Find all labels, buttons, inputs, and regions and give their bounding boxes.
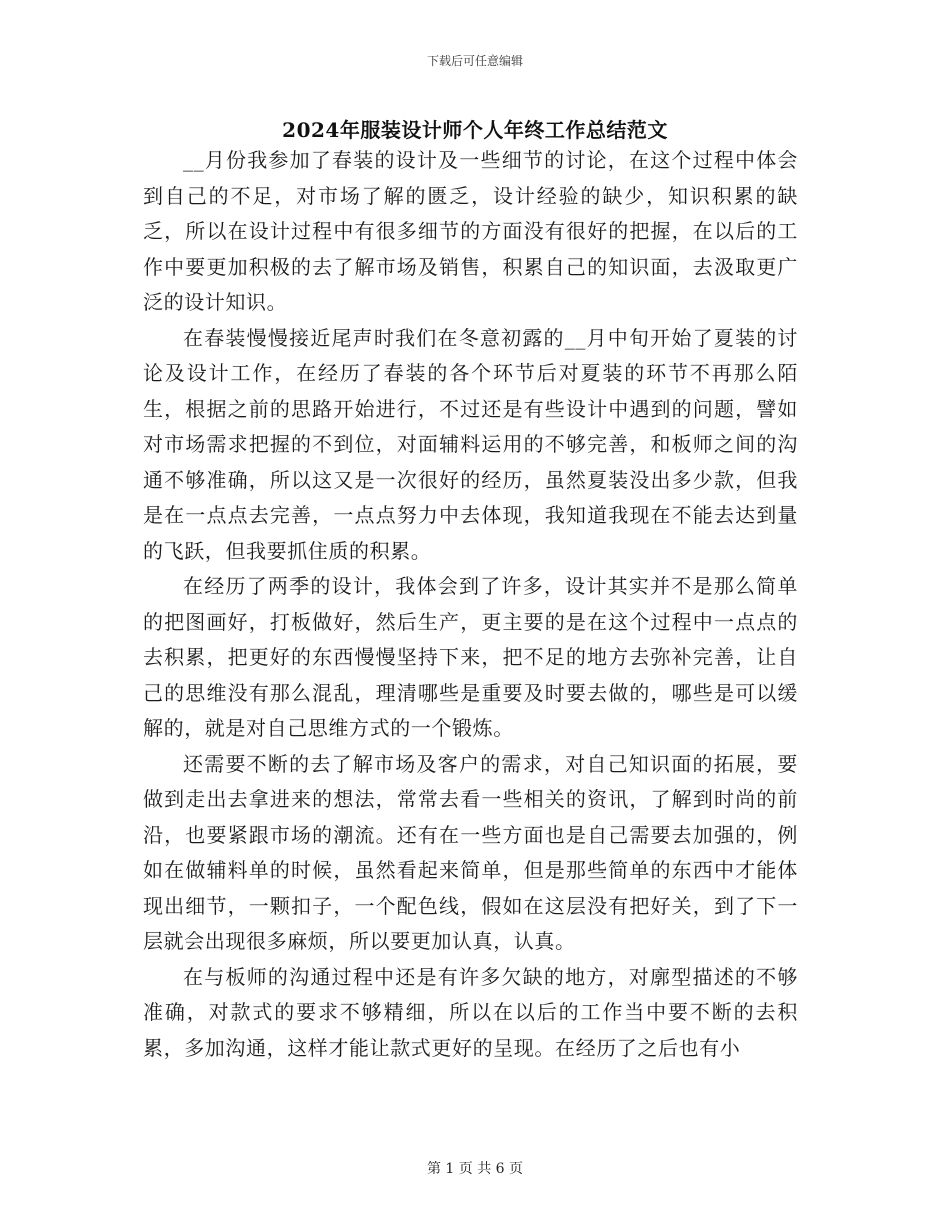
paragraph-5: 在与板师的沟通过程中还是有许多欠缺的地方，对廓型描述的不够准确，对款式的要求不够精细，所以在以后的工作当中要不断的去积累，多加沟通，这样才能让款式更好的呈现。在经历了之后也有小 bbox=[143, 964, 798, 1060]
paragraph-3: 在经历了两季的设计，我体会到了许多，设计其实并不是那么简单的把图画好，打板做好，然后生产，更主要的是在这个过程中一点点的去积累，把更好的东西慢慢坚持下来，把不足的地方去弥补完善，让自己的思维没有那么混乱，理清哪些是重要及时要去做的，哪些是可以缓解的，就是对自己思维方式的一个锻炼。 bbox=[143, 574, 798, 740]
document-body bbox=[143, 143, 798, 1066]
paragraph-1: __月份我参加了春装的设计及一些细节的讨论，在这个过程中体会到自己的不足，对市场了解的匮乏，设计经验的缺少，知识积累的缺乏，所以在设计过程中有很多细节的方面没有很好的把握，在以后的工作中要更加积极的去了解市场及销售，积累自己的知识面，去汲取更广泛的设计知识。 bbox=[143, 148, 798, 314]
page-header-note: 下载后可任意编辑 bbox=[426, 54, 523, 68]
page-number-footer: 第 1 页 共 6 页 bbox=[426, 1161, 524, 1177]
paragraph-4: 还需要不断的去了解市场及客户的需求，对自己知识面的拓展，要做到走出去拿进来的想法，常常去看一些相关的资讯，了解到时尚的前沿，也要紧跟市场的潮流。还有在一些方面也是自己需要去加强的，例如在做辅料单的时候，虽然看起来简单，但是那些简单的东西中才能体现出细节，一颗扣子，一个配色线，假如在这层没有把好关，到了下一层就会出现很多麻烦，所以要更加认真，认真。 bbox=[143, 751, 798, 953]
paragraph-2: 在春装慢慢接近尾声时我们在冬意初露的__月中旬开始了夏装的讨论及设计工作，在经历了春装的各个环节后对夏装的环节不再那么陌生，根据之前的思路开始进行，不过还是有些设计中遇到的问题，譬如对市场需求把握的不到位，对面辅料运用的不够完善，和板师之间的沟通不够准确，所以这又是一次很好的经历，虽然夏装没出多少款，但我是在一点点去完善，一点点努力中去体现，我知道我现在不能去达到量的飞跃，但我要抓住质的积累。 bbox=[143, 325, 798, 563]
document-title: 2024年服装设计师个人年终工作总结范文 bbox=[282, 118, 668, 142]
